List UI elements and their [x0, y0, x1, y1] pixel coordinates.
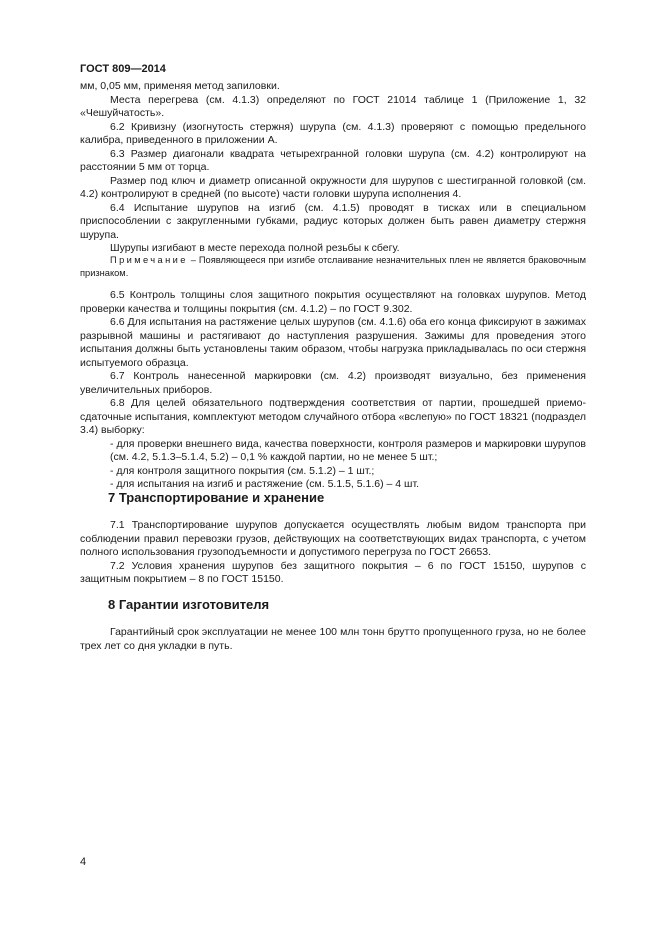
list-item: - для испытания на изгиб и растяжение (см. 5.1.5, 5.1.6) – 4 шт. — [110, 478, 420, 490]
paragraph: Размер под ключ и диаметр описанной окружности для шурупов с шестигранной головкой (см. 4.2) контролируют в средней (по высоте) части головки шурупа исполнения 4. — [80, 174, 586, 200]
list-item: - для проверки внешнего вида, качества поверхности, контроля размеров и маркировки шурупов (см. 4.2, 5.1.3–5.1.4, 5.2) – 0,1 % каждой партии, но не менее 5 шт.; — [110, 437, 586, 463]
paragraph: Места перегрева (см. 4.1.3) определяют по ГОСТ 21014 таблице 1 (Приложение 1, 32 «Чешуйчатость». — [80, 93, 586, 119]
section8-body — [80, 626, 586, 653]
paragraph: мм, 0,05 мм, применяя метод запиловки. — [80, 80, 280, 92]
paragraph: 6.7 Контроль нанесенной маркировки (см. 4.2) производят визуально, без применения увеличительных приборов. — [80, 370, 586, 396]
section6-block2 — [80, 289, 586, 492]
note-label: Примечание — [110, 255, 188, 265]
paragraph: 6.6 Для испытания на растяжение целых шурупов (см. 4.1.6) оба его конца фиксируют в зажимах разрывной машины и растягивают до наступления разрушения. Зажимы для проведения этого испытания должны быть установлены таким образом, чтобы нагрузка прикладывалась по оси стержня испытуемого образца. — [80, 316, 586, 369]
paragraph: Гарантийный срок эксплуатации не менее 100 млн тонн брутто пропущенного груза, но не более трех лет со дня укладки в путь. — [80, 626, 586, 652]
section6-continued — [80, 80, 586, 256]
list-item: - для контроля защитного покрытия (см. 5.1.2) – 1 шт.; — [110, 464, 375, 477]
note-text: – Появляющееся при изгибе отслаивание незначительных плен не является браковочным признаком. — [80, 255, 586, 278]
paragraph: 6.8 Для целей обязательного подтверждения соответствия от партии, прошедшей приемо-сдаточные испытания, комплектуют методом случайного отбора «вслепую» по ГОСТ 18321 (подраздел 3.4) выборку: — [80, 397, 586, 436]
document-header: ГОСТ 809—2014 — [80, 63, 166, 75]
section7-body — [80, 519, 586, 587]
section8-heading: 8 Гарантии изготовителя — [108, 597, 270, 612]
paragraph: 6.5 Контроль толщины слоя защитного покрытия осуществляют на головках шурупов. Метод проверки качества и толщины покрытия (см. 4.1.2) – по ГОСТ 9.302. — [80, 289, 586, 315]
paragraph: 6.4 Испытание шурупов на изгиб (см. 4.1.5) проводят в тисках или в специальном приспособлении с закругленными губками, радиус которых должен быть равен диаметру стержня шурупа. — [80, 201, 586, 241]
paragraph: 7.2 Условия хранения шурупов без защитного покрытия – 6 по ГОСТ 15150, шурупов с защитным покрытием – 8 по ГОСТ 15150. — [80, 559, 586, 585]
paragraph: 7.1 Транспортирование шурупов допускается осуществлять любым видом транспорта при соблюдении правил перевозки грузов, действующих на соответствующих видах транспорта, с учетом полного использования грузоподъемности и допустимого перегруза по ГОСТ 26653. — [80, 519, 586, 558]
page-number: 4 — [80, 856, 87, 868]
section7-heading: 7 Транспортирование и хранение — [108, 490, 325, 505]
paragraph: 6.2 Кривизну (изогнутость стержня) шурупа (см. 4.1.3) проверяют с помощью предельного калибра, приведенного в приложении А. — [80, 120, 586, 146]
paragraph: Шурупы изгибают в месте перехода полной резьбы к сбегу. — [110, 242, 400, 254]
paragraph: 6.3 Размер диагонали квадрата четырехгранной головки шурупа (см. 4.2) контролируют на расстоянии 5 мм от торца. — [80, 147, 586, 173]
note — [80, 254, 586, 279]
